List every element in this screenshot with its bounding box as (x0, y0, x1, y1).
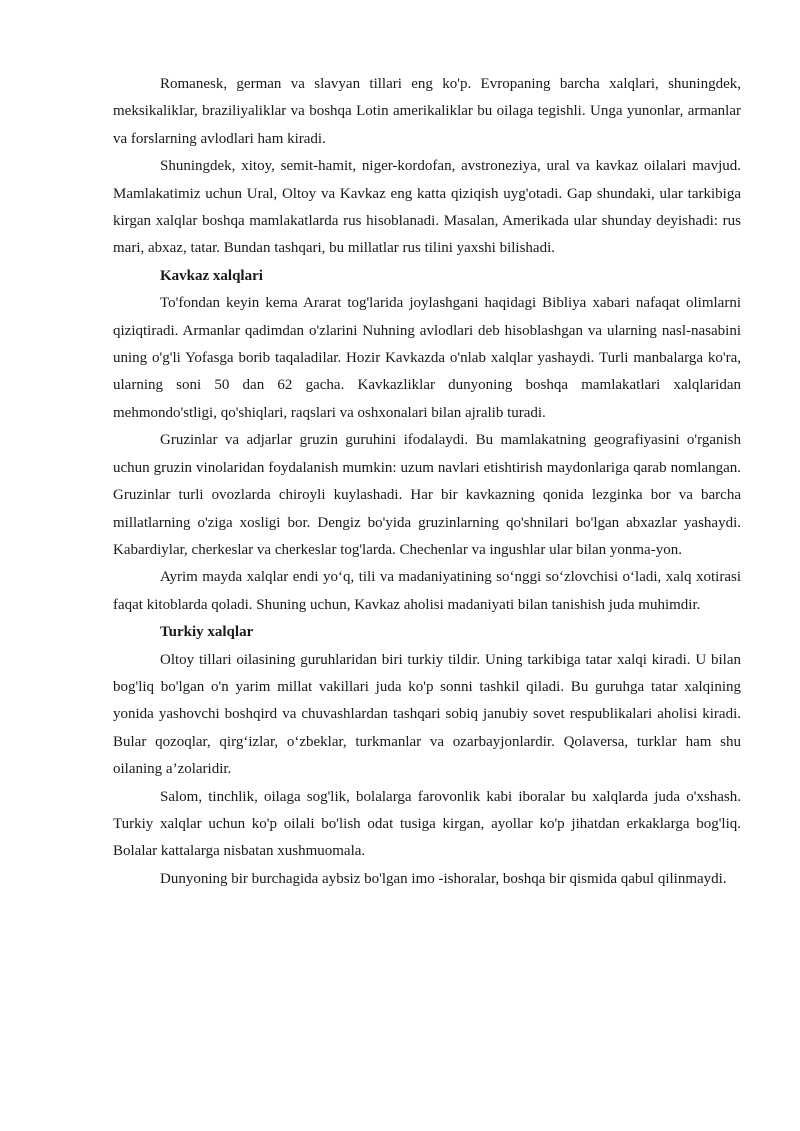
paragraph-language-families: Shuningdek, xitoy, semit-hamit, niger-kordofan, avstroneziya, ural va kavkaz oilalari mavjud. Mamlakatimiz uchun Ural, Oltoy va Kavkaz eng katta qiziqish uyg'otadi. Gap shundaki, ular tarkibiga kirgan xalqlar boshqa mamlakatlarda rus hisoblanadi. Masalan, Amerikada ular shunday deyishadi: rus mari, abxaz, tatar. Bundan tashqari, bu millatlar rus tilini yaxshi bilishadi. (113, 158, 741, 257)
section-heading-turkic: Turkiy xalqlar (160, 624, 254, 641)
document-page (113, 71, 741, 893)
paragraph-small-peoples: Ayrim mayda xalqlar endi yo‘q, tili va madaniyatining so‘nggi so‘zlovchisi o‘ladi, xalq xotirasi faqat kitoblarda qoladi. Shuning uchun, Kavkaz aholisi madaniyati bilan tanishish juda muhimdir. (113, 569, 741, 613)
paragraph-gestures: Dunyoning bir burchagida aybsiz bo'lgan imo -ishoralar, boshqa bir qismida qabul qilinmaydi. (160, 870, 727, 887)
paragraph-turkic-customs: Salom, tinchlik, oilaga sog'lik, bolalarga farovonlik kabi iboralar bu xalqlarda juda o'xshash. Turkiy xalqlar uchun ko'p oilali bo'lish odat tusiga kirgan, ayollar ko'p jihatdan erkaklarga bog'liq. Bolalar kattalarga nisbatan xushmuomala. (113, 788, 741, 860)
paragraph-turkic-languages: Oltoy tillari oilasining guruhlaridan biri turkiy tildir. Uning tarkibiga tatar xalqi kiradi. U bilan bog'liq bo'lgan o'n yarim millat vakillari juda ko'p sonni tashkil qiladi. Bu guruhga tatar xalqining yonida yashovchi boshqird va chuvashlardan tashqari sobiq janubiy sovet respublikalari aholisi kiradi. Bular qozoqlar, qirg‘izlar, o‘zbeklar, turkmanlar va ozarbayjonlardir. Qolaversa, turklar ham shu oilaning a’zolaridir. (113, 651, 741, 778)
paragraph-caucasus-peoples: To'fondan keyin kema Ararat tog'larida joylashgani haqidagi Bibliya xabari nafaqat olimlarni qiziqtiradi. Armanlar qadimdan o'zlarini Nuhning avlodlari deb hisoblashgan va ularning nasl-nasabini uning o'g'li Yofasga borib taqaladilar. Hozir Kavkazda o'nlab xalqlar yashaydi. Turli manbalarga ko'ra, ularning soni 50 dan 62 gacha. Kavkazliklar dunyoning boshqa mamlakatlari xalqlaridan mehmondo'stligi, qo'shiqlari, raqslari va oshxonalari bilan ajralib turadi. (113, 295, 741, 421)
section-heading-caucasus: Kavkaz xalqlari (160, 267, 263, 284)
paragraph-georgians: Gruzinlar va adjarlar gruzin guruhini ifodalaydi. Bu mamlakatning geografiyasini o'rganish uchun gruzin vinolaridan foydalanish mumkin: uzum navlari etishtirish maydonlariga qarab nomlangan. Gruzinlar turli ovozlarda chiroyli kuylashadi. Har bir kavkazning qonida lezginka bor va barcha millatlarning o'ziga xosligi bor. Dengiz bo'yida gruzinlarning qo'shnilari bo'lgan abxazlar yashaydi. Kabardiylar, cherkeslar va cherkeslar tog'larda. Chechenlar va ingushlar ular bilan yonma-yon. (113, 432, 741, 558)
paragraph-romance-languages: Romanesk, german va slavyan tillari eng ko'p. Evropaning barcha xalqlari, shuningdek, meksikaliklar, braziliyaliklar va boshqa Lotin amerikaliklar bu oilaga tegishli. Unga yunonlar, armanlar va forslarning avlodlari ham kiradi. (113, 76, 741, 147)
